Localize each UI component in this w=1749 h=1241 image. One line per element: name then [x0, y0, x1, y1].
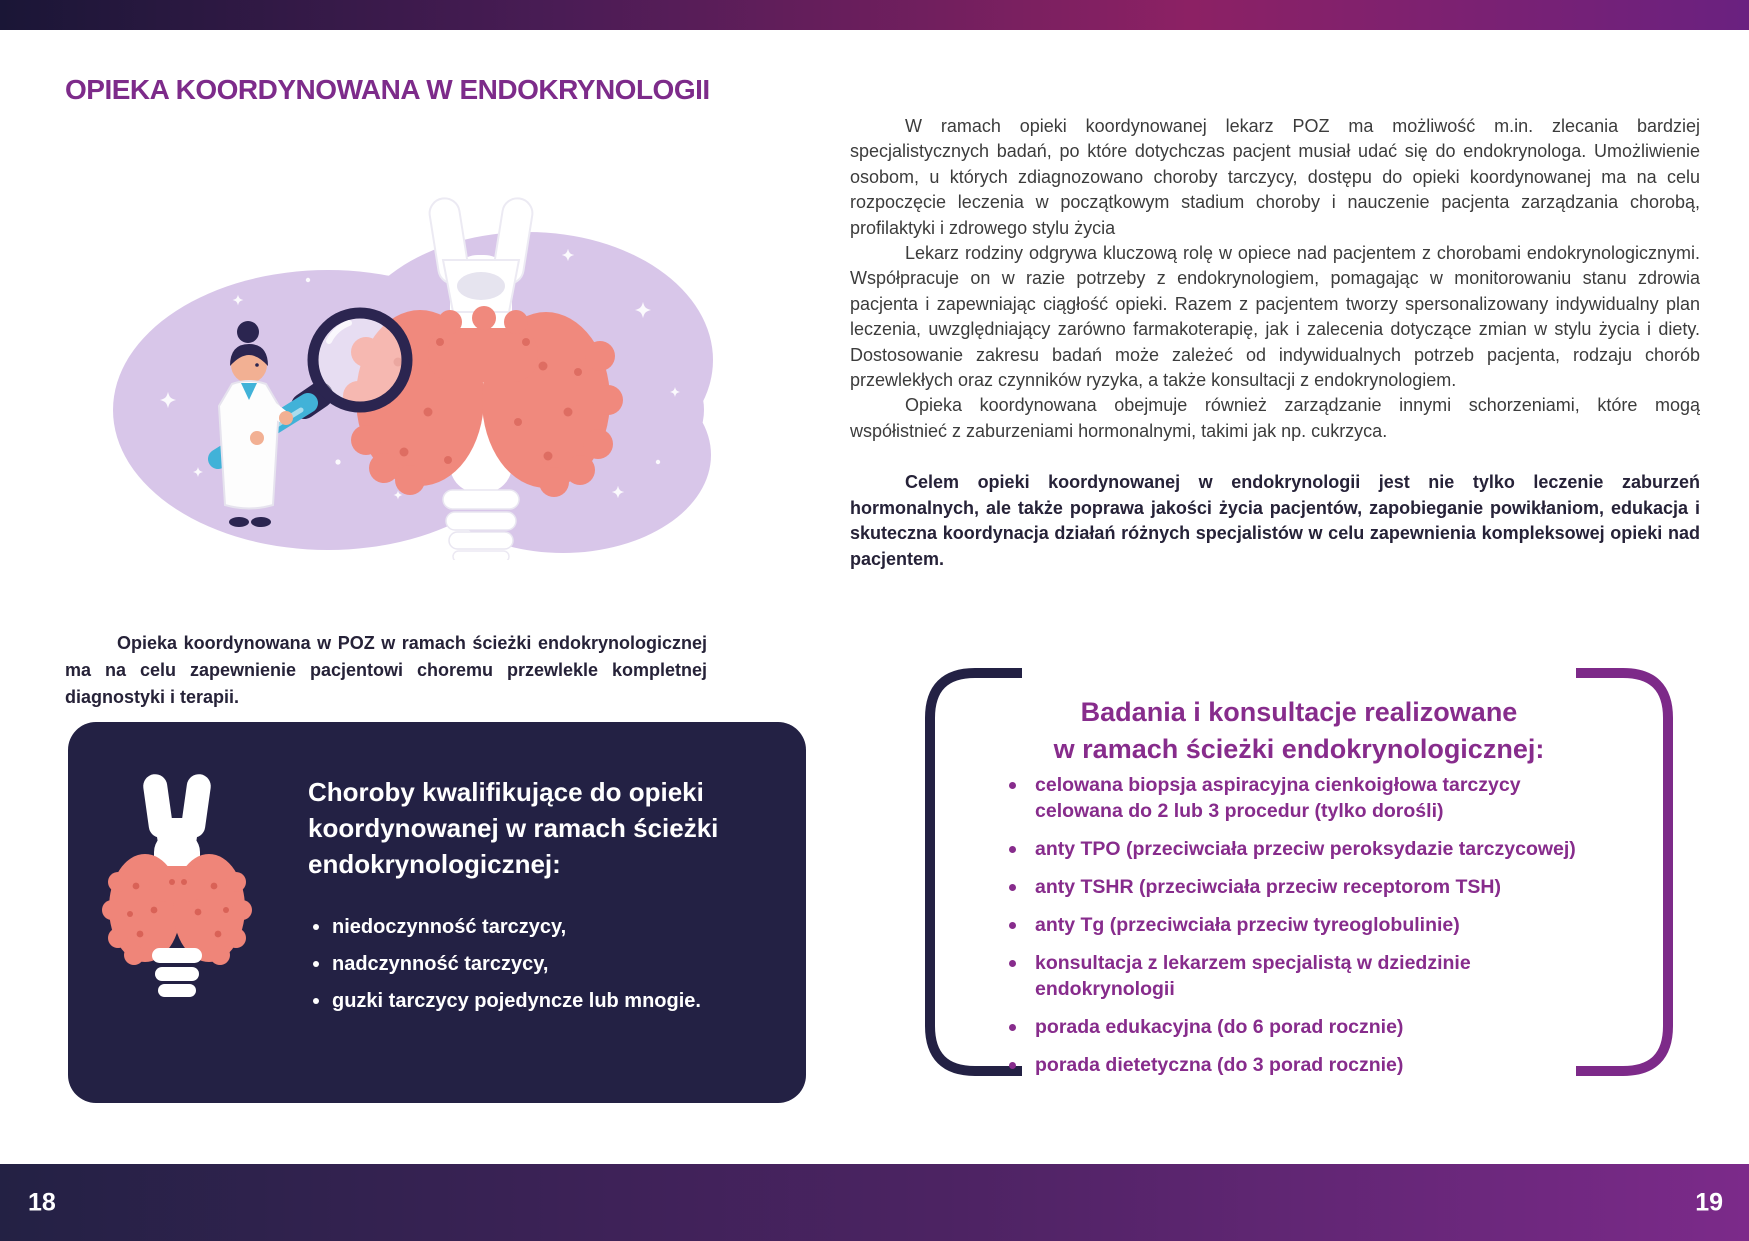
list-item: anty TSHR (przeciwciała przeciw receptorom TSH) — [1003, 874, 1588, 900]
thyroid-examination-illustration — [98, 160, 713, 560]
list-item: anty TPO (przeciwciała przeciw peroksydazie tarczycowej) — [1003, 836, 1588, 862]
services-box — [925, 668, 1673, 1076]
illustration-caption: Opieka koordynowana w POZ w ramach ścieżki endokrynologicznej ma na celu zapewnienie pacjentowi choremu przewlekle kompletnej diagnostyki i terapii. — [65, 633, 707, 707]
highlight-paragraph: Celem opieki koordynowanej w endokrynologii jest nie tylko leczenie zaburzeń hormonalnych, ale także poprawa jakości życia pacjentów, zapobieganie powikłaniom, edukacja i skuteczna koordynacja działań różnych specjalistów w celu zapewnienia kompleksowej opieki nad pacjentem. — [850, 472, 1700, 569]
list-item: anty Tg (przeciwciała przeciw tyreoglobulinie) — [1003, 912, 1588, 938]
thyroid-illustration-svg — [98, 160, 713, 560]
list-item: konsultacja z lekarzem specjalistą w dziedzinie endokrynologii — [1003, 950, 1588, 1002]
body-text-column — [850, 114, 1700, 572]
page-title: OPIEKA KOORDYNOWANA W ENDOKRYNOLOGII — [65, 74, 710, 105]
bottom-gradient-bar — [0, 1164, 1749, 1241]
list-item: guzki tarczycy pojedyncze lub mnogie. — [308, 986, 778, 1016]
paragraph: Lekarz rodziny odgrywa kluczową rolę w opiece nad pacjentem z chorobami endokrynologicznymi. Współpracuje on w razie potrzeby z endokrynologiem, pomagając w monitorowaniu stanu zdrowia pacjenta i zapewniając ciągłość opieki. Razem z pacjentem tworzy spersonalizowany indywidualny plan leczenia, uwzględniający zarówno farmakoterapię, jak i zalecenia dotyczące zmian w stylu życia i diety. Dostosowanie zakresu badań może zależeć od indywidualnych potrzeb pacjenta, rodzaju chorób przewlekłych oraz czynników ryzyka, a także konsultacji z endokrynologiem. — [850, 243, 1700, 391]
conditions-box-title: Choroby kwalifikujące do opieki koordynowanej w ramach ścieżki endokrynologicznej: — [308, 777, 719, 879]
services-box-title — [925, 694, 1673, 768]
magnifier-ring — [313, 313, 407, 407]
list-item: porada edukacyjna (do 6 porad rocznie) — [1003, 1014, 1588, 1040]
services-box-title-line2: w ramach ścieżki endokrynologicznej: — [1053, 734, 1545, 764]
services-box-title-line1: Badania i konsultacje realizowane — [1080, 697, 1518, 727]
services-list — [1003, 772, 1588, 1090]
conditions-box — [68, 722, 806, 1103]
conditions-list — [308, 912, 778, 1016]
page-number-left: 18 — [28, 1188, 56, 1216]
page-number-right: 19 — [1695, 1188, 1723, 1216]
list-item: celowana biopsja aspiracyjna cienkoigłowa tarczycy celowana do 2 lub 3 procedur (tylko dorośli) — [1003, 772, 1588, 824]
trachea-rings — [443, 490, 519, 560]
list-item: nadczynność tarczycy, — [308, 949, 778, 979]
paragraph: Opieka koordynowana obejmuje również zarządzanie innymi schorzeniami, które mogą współistnieć z zaburzeniami hormonalnymi, takimi jak np. cukrzyca. — [850, 395, 1700, 441]
list-item: porada dietetyczna (do 3 porad rocznie) — [1003, 1052, 1588, 1078]
top-gradient-bar — [0, 0, 1749, 30]
paragraph: W ramach opieki koordynowanej lekarz POZ ma możliwość m.in. zlecania bardziej specjalistycznych badań, po które dotychczas pacjent musiał udać się do endokrynologa. Umożliwienie osobom, u których zdiagnozowano choroby tarczycy, dostępu do opieki koordynowanej ma na celu rozpoczęcie leczenia w początkowym stadium choroby i nauczenie pacjenta zarządzania chorobą, profilaktyki i zdrowego stylu życia — [850, 116, 1700, 238]
thyroid-icon — [102, 770, 252, 1005]
list-item: niedoczynność tarczycy, — [308, 912, 778, 942]
